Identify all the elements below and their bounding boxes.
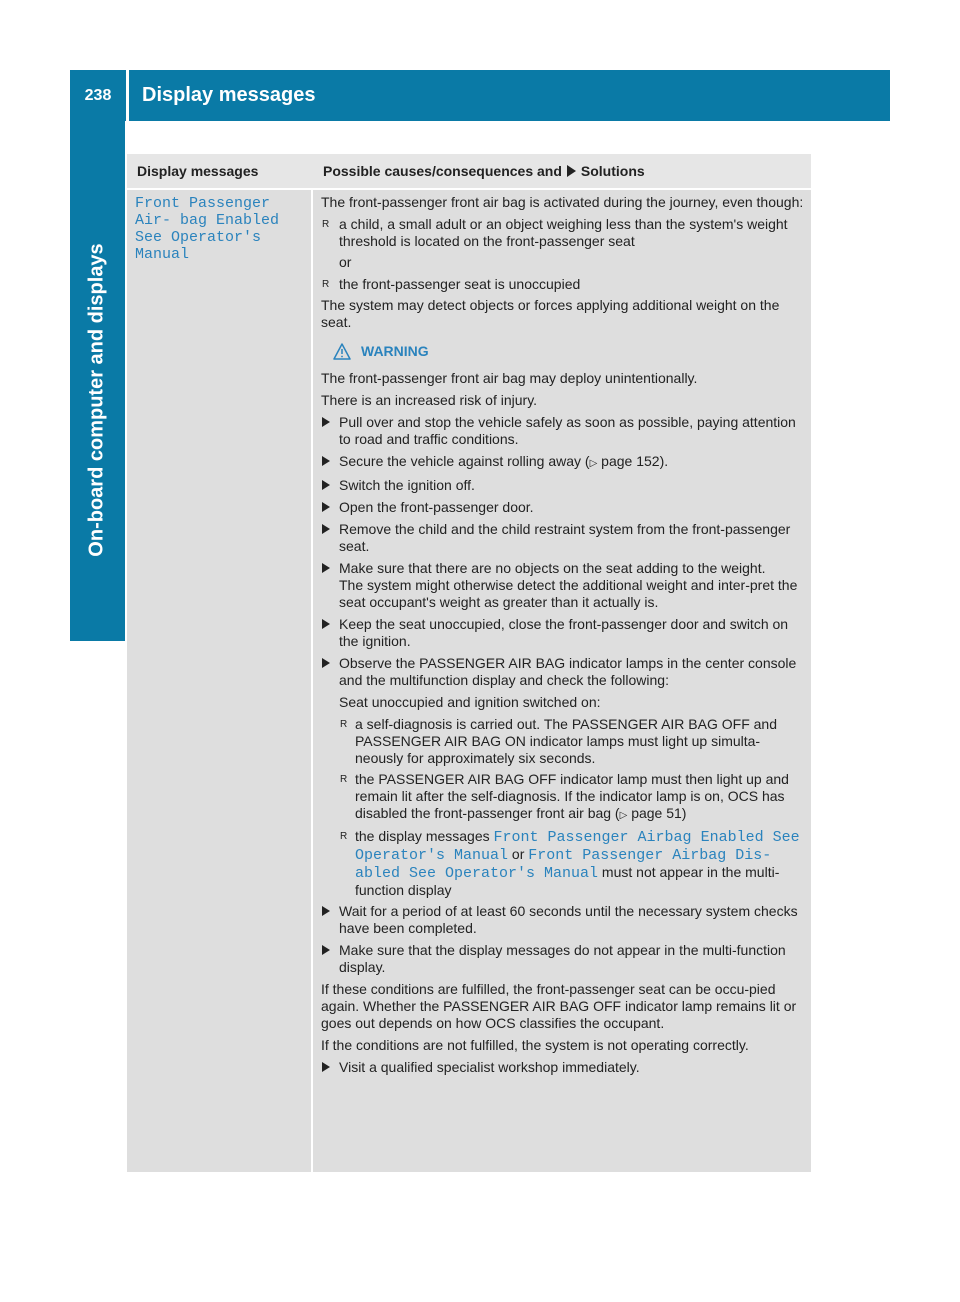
- display-message-code: Front Passenger Airbag Enabled See Operator's Manual: [355, 829, 800, 864]
- step-arrow-icon: [322, 480, 330, 490]
- step-arrow-icon: [322, 945, 330, 955]
- col-header-causes-text: Possible causes/consequences and: [323, 163, 562, 179]
- not-fulfilled-text: If the conditions are not fulfilled, the system is not operating correctly.: [321, 1037, 749, 1053]
- action-step: Remove the child and the child restraint system from the front-passenger seat.: [321, 521, 805, 555]
- action-step: Switch the ignition off.: [321, 477, 805, 494]
- page-ref-icon: ▷: [589, 458, 598, 469]
- action-step: Pull over and stop the vehicle safely as soon as possible, paying attention to road and traffic conditions.: [321, 414, 805, 448]
- action-step: Make sure that the display messages do not appear in the multi-function display.: [321, 942, 805, 976]
- step-arrow-icon: [322, 906, 330, 916]
- step-arrow-icon: [322, 417, 330, 427]
- step-arrow-icon: [322, 658, 330, 668]
- warning-text: The front-passenger front air bag may deploy unintentionally.: [321, 370, 698, 386]
- check-item: R a self-diagnosis is carried out. The PASSENGER AIR BAG OFF and PASSENGER AIR BAG ON indicator lamps must light up simulta-neously for approximately six seconds.: [340, 716, 777, 766]
- page-title: Display messages: [142, 84, 316, 106]
- warning-label: WARNING: [361, 343, 429, 359]
- page-number: 238: [84, 86, 112, 104]
- display-message-code: Front Passenger Air‐ bag Enabled See Operator's Manual: [135, 195, 280, 263]
- action-step: Keep the seat unoccupied, close the front-passenger door and switch on the ignition.: [321, 616, 805, 650]
- or-text: or: [339, 254, 352, 270]
- action-step: Observe the PASSENGER AIR BAG indicator lamps in the center console and the multifunction display and check the following:: [321, 655, 805, 689]
- warning-text: There is an increased risk of injury.: [321, 392, 538, 408]
- table-header: [127, 154, 811, 188]
- page-header: [70, 70, 890, 121]
- warning-heading: [333, 343, 805, 360]
- bullet-r-icon: R: [340, 831, 348, 842]
- header-divider: [126, 70, 129, 121]
- bullet-r-icon: R: [340, 774, 348, 785]
- chapter-label: On-board computer and displays: [85, 243, 108, 557]
- action-step: Make sure that there are no objects on the seat adding to the weight. The system might otherwise detect the additional weight and inter-pret the seat occupant's weight as greater than it actually is.: [321, 560, 805, 611]
- condition-item: R a child, a small adult or an object weighing less than the system's weight threshold is located on the front-passenger seat: [322, 216, 788, 249]
- step-arrow-icon: [322, 619, 330, 629]
- col-header-causes-solutions: [323, 163, 645, 179]
- step-arrow-icon: [322, 502, 330, 512]
- warning-triangle-icon: [333, 343, 351, 360]
- check-item: R the display messages Front Passenger Airbag Enabled See Operator's Manual or Front Passenger Airbag Dis‐ abled See Operator's Manual must not appear in the multi-function display: [340, 828, 800, 898]
- message-cell: [127, 190, 311, 1172]
- intro-text: The front-passenger front air bag is activated during the journey, even though:: [321, 194, 804, 210]
- step-subheading: Seat unoccupied and ignition switched on:: [339, 694, 601, 710]
- detect-text: The system may detect objects or forces applying additional weight on the seat.: [321, 297, 780, 330]
- fulfilled-text: If these conditions are fulfilled, the front-passenger seat can be occu-pied again. Whether the PASSENGER AIR BAG OFF indicator lamp remains lit or goes out depends on how OCS classifies the occupant.: [321, 981, 797, 1031]
- action-step: Secure the vehicle against rolling away (▷ page 152).: [321, 453, 805, 472]
- bullet-r-icon: R: [340, 719, 348, 730]
- check-item: R the PASSENGER AIR BAG OFF indicator lamp must then light up and remain lit after the self-diagnosis. If the indicator lamp is on, OCS has disabled the front-passenger front air bag (▷ page 51): [340, 771, 789, 821]
- bullet-r-icon: R: [322, 219, 330, 230]
- arrow-right-icon: [567, 165, 576, 177]
- bullet-r-icon: R: [322, 279, 330, 290]
- step-arrow-icon: [322, 1062, 330, 1072]
- action-step: Visit a qualified specialist workshop immediately.: [321, 1059, 805, 1076]
- display-message-code: Front Passenger Airbag Dis‐ abled See Operator's Manual: [355, 847, 772, 882]
- action-step: Open the front-passenger door.: [321, 499, 805, 516]
- action-step: Wait for a period of at least 60 seconds until the necessary system checks have been completed.: [321, 903, 805, 937]
- step-arrow-icon: [322, 456, 330, 466]
- col-header-solutions-text: Solutions: [580, 163, 645, 179]
- step-note: The system might otherwise detect the additional weight and inter-pret the seat occupant's weight as greater than it actually is.: [339, 577, 798, 610]
- solutions-cell: [313, 190, 811, 1172]
- solutions-content: [321, 194, 805, 1081]
- step-arrow-icon: [322, 524, 330, 534]
- page-ref-icon: ▷: [619, 810, 628, 821]
- col-header-display-messages: Display messages: [137, 163, 259, 179]
- condition-item: R the front-passenger seat is unoccupied: [322, 276, 581, 292]
- step-arrow-icon: [322, 563, 330, 573]
